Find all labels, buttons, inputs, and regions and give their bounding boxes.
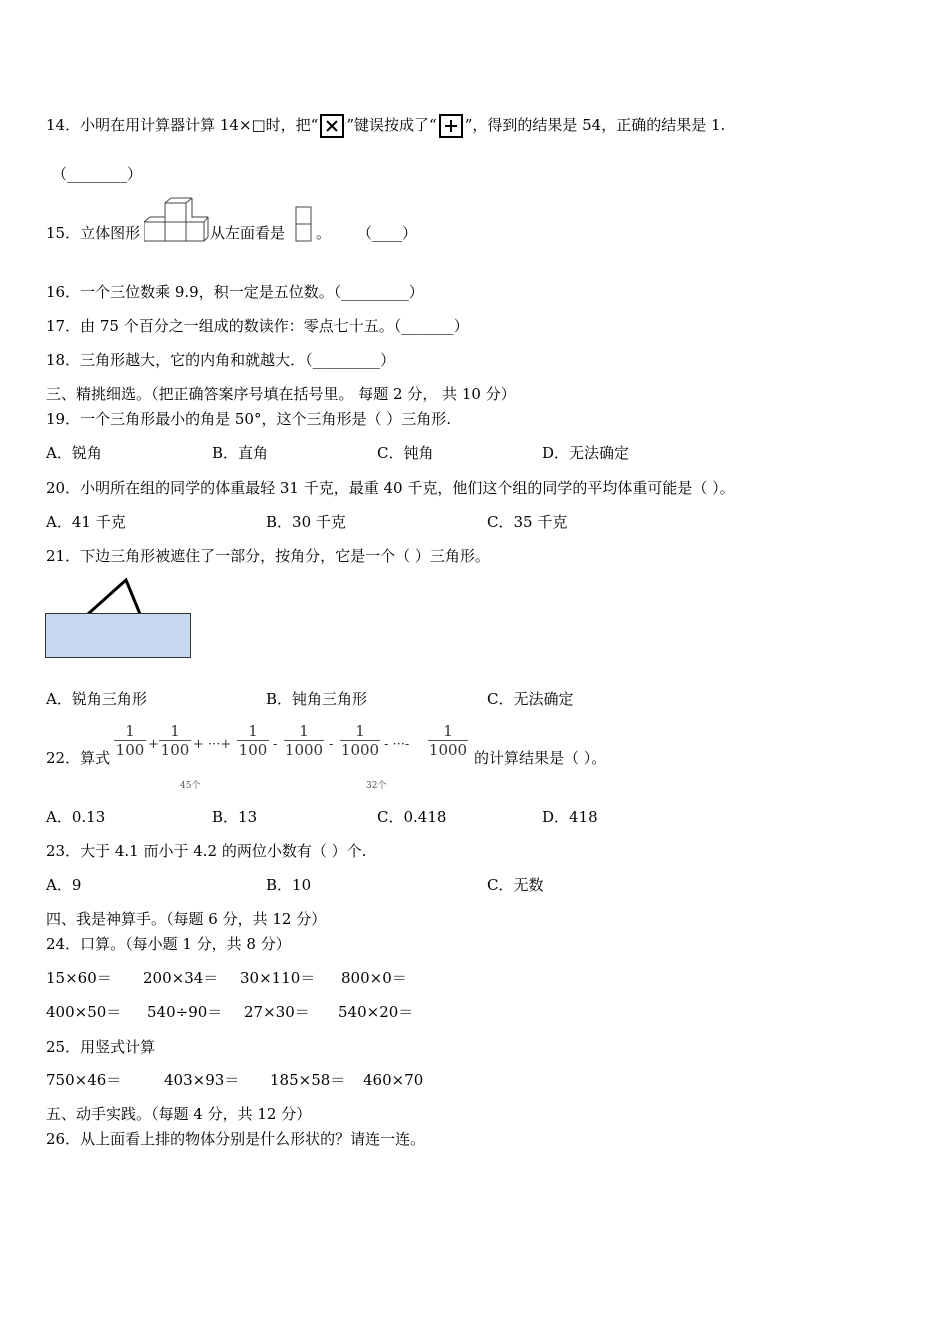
calc-item: 27×30＝	[244, 1003, 310, 1021]
q19-option-a[interactable]: A．锐角	[46, 444, 102, 462]
multiply-key-icon	[320, 114, 344, 138]
section-5-heading: 五、动手实践。（每题 4 分，共 12 分）	[46, 1105, 312, 1123]
cover-rectangle	[46, 614, 191, 658]
q20-option-b[interactable]: B．30 千克	[266, 513, 346, 531]
q19-option-d[interactable]: D．无法确定	[542, 444, 630, 462]
numerator: 1	[248, 722, 258, 740]
q23-option-c[interactable]: C．无数	[487, 876, 544, 894]
q22-option-c[interactable]: C．0.418	[377, 808, 447, 826]
denominator: 1000	[284, 741, 324, 759]
calc-item: 800×0＝	[341, 969, 407, 987]
plus-key-icon	[439, 114, 463, 138]
denominator: 100	[160, 741, 190, 759]
q22-option-a[interactable]: A．0.13	[46, 808, 106, 826]
question-24: 24．口算。（每小题 1 分，共 8 分）	[46, 935, 291, 953]
q21-option-a[interactable]: A．锐角三角形	[46, 690, 147, 708]
q20-option-a[interactable]: A．41 千克	[46, 513, 126, 531]
q22-tail: 的计算结果是（ ）。	[474, 749, 607, 767]
q14-text-2: ”键误按成了“	[346, 116, 437, 134]
count-label-45: 45个	[180, 781, 201, 791]
plus-sign: +	[148, 737, 159, 752]
numerator: 1	[170, 722, 180, 740]
section-4-heading: 四、我是神算手。（每题 6 分，共 12 分）	[46, 910, 327, 928]
q15-text-c: 。	[316, 224, 332, 242]
q23-option-a[interactable]: A．9	[46, 876, 82, 894]
calc-item: 540÷90＝	[147, 1003, 223, 1021]
denominator: 100	[238, 741, 268, 759]
q19-option-b[interactable]: B．直角	[212, 444, 269, 462]
q22-fraction-2	[159, 722, 191, 759]
minus-sign: -	[273, 737, 278, 752]
q19-option-c[interactable]: C．钝角	[377, 444, 434, 462]
denominator: 1000	[428, 741, 468, 759]
q20-option-c[interactable]: C．35 千克	[487, 513, 568, 531]
q22-option-d[interactable]: D．418	[542, 808, 598, 826]
q22-option-b[interactable]: B．13	[212, 808, 258, 826]
numerator: 1	[355, 722, 365, 740]
calc-item: 30×110＝	[240, 969, 316, 987]
q15-answer-blank[interactable]: （____）	[357, 224, 418, 242]
minus-ellipsis: - ···-	[384, 737, 410, 752]
calc-item: 540×20＝	[338, 1003, 414, 1021]
q22-fraction-4	[284, 722, 324, 759]
solid-figure-cubes-icon	[144, 197, 210, 243]
question-15	[46, 223, 140, 243]
q22-fraction-5	[340, 722, 380, 759]
q21-option-c[interactable]: C．无法确定	[487, 690, 574, 708]
q22-fraction-6	[428, 722, 468, 759]
denominator: 100	[115, 741, 145, 759]
calc-item: 15×60＝	[46, 969, 112, 987]
question-19: 19．一个三角形最小的角是 50°，这个三角形是（ ）三角形.	[46, 410, 451, 428]
numerator: 1	[299, 722, 309, 740]
numerator: 1	[125, 722, 135, 740]
question-16: 16．一个三位数乘 9.9，积一定是五位数。（_________）	[46, 283, 424, 301]
q14-text-1: 14．小明在用计算器计算 14×□时，把“	[46, 116, 319, 134]
count-label-32: 32个	[366, 781, 387, 791]
numerator: 1	[443, 722, 453, 740]
left-view-figure-icon	[294, 205, 314, 243]
calc-item: 750×46＝	[46, 1071, 122, 1089]
denominator: 1000	[340, 741, 380, 759]
calc-item: 185×58＝	[270, 1071, 346, 1089]
covered-triangle-figure	[44, 576, 194, 662]
question-21: 21．下边三角形被遮住了一部分，按角分，它是一个（ ）三角形。	[46, 547, 490, 565]
q22-label: 22．算式	[46, 749, 111, 767]
calc-item: 200×34＝	[143, 969, 219, 987]
question-14	[46, 114, 725, 138]
question-23: 23．大于 4.1 而小于 4.2 的两位小数有（ ）个.	[46, 842, 367, 860]
q15-text-a: 15．立体图形	[46, 224, 141, 242]
q15-text-b: 从左面看是	[210, 224, 286, 242]
section-3-heading: 三、精挑细选。（把正确答案序号填在括号里。 每题 2 分， 共 10 分）	[46, 385, 516, 403]
question-20: 20．小明所在组的同学的体重最轻 31 千克，最重 40 千克，他们这个组的同学的平均体重可能是（ ）。	[46, 479, 735, 497]
calc-item: 400×50＝	[46, 1003, 122, 1021]
calc-item: 460×70	[363, 1071, 424, 1089]
q22-fraction-3	[237, 722, 269, 759]
question-17: 17．由 75 个百分之一组成的数读作：零点七十五。（_______）	[46, 317, 469, 335]
q14-answer-blank[interactable]: （________）	[52, 165, 143, 183]
plus-ellipsis: + ···+	[193, 737, 232, 752]
q23-option-b[interactable]: B．10	[266, 876, 312, 894]
q21-option-b[interactable]: B．钝角三角形	[266, 690, 368, 708]
minus-sign: -	[329, 737, 334, 752]
question-18: 18．三角形越大，它的内角和就越大．（_________）	[46, 351, 396, 369]
question-25: 25．用竖式计算	[46, 1038, 156, 1056]
question-26: 26．从上面看上排的物体分别是什么形状的？请连一连。	[46, 1130, 426, 1148]
q14-text-3: ”，得到的结果是 54，正确的结果是 1.	[464, 116, 726, 134]
calc-item: 403×93＝	[164, 1071, 240, 1089]
q22-fraction-1	[114, 722, 146, 759]
